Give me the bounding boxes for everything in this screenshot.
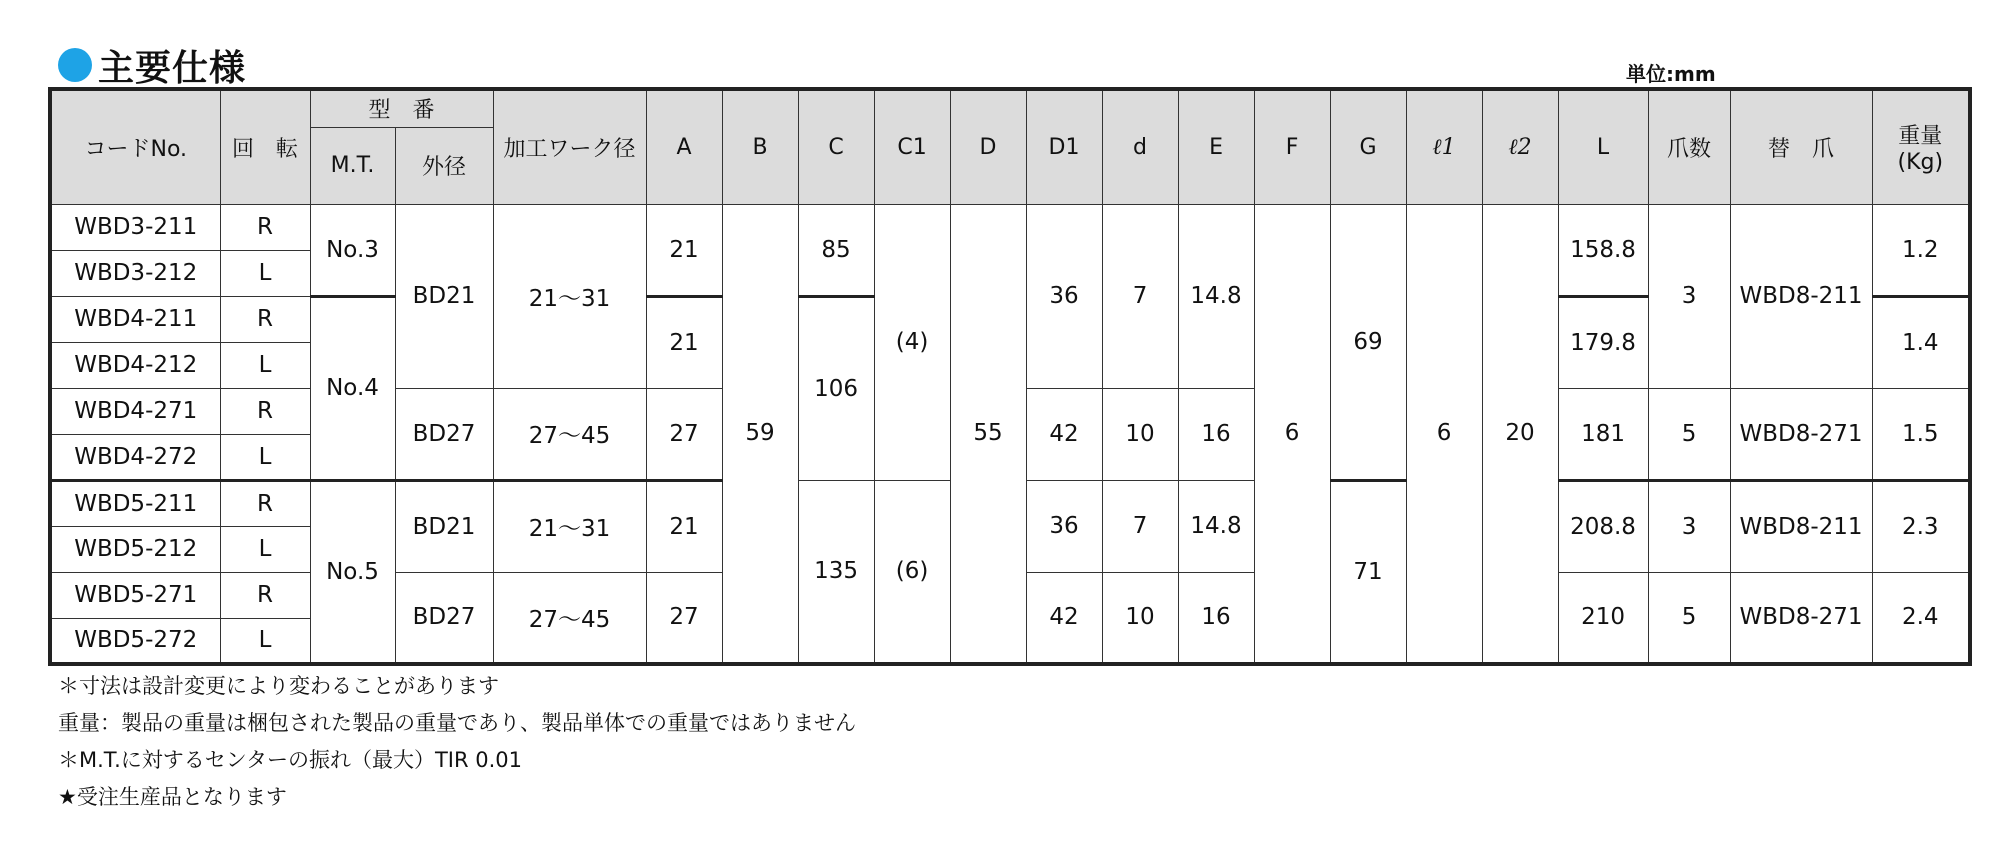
code-cell: WBD4-272: [50, 434, 220, 480]
A-cell: 21: [646, 204, 722, 296]
E-cell: 14.8: [1178, 204, 1254, 388]
L-cell: 208.8: [1558, 480, 1648, 572]
header-weight: [1872, 89, 1970, 204]
replace-cell: WBD8-271: [1730, 572, 1872, 664]
d-cell: 10: [1102, 572, 1178, 664]
rotation-cell: L: [220, 434, 310, 480]
code-cell: WBD5-272: [50, 618, 220, 664]
rotation-cell: L: [220, 250, 310, 296]
outer-cell: BD27: [395, 572, 493, 664]
C-cell: 135: [798, 480, 874, 664]
bullet-dot-icon: [58, 48, 92, 82]
header-A: A: [646, 89, 722, 204]
note-runout: ＊M.T.に対するセンターの振れ（最大）TIR 0.01: [58, 748, 523, 772]
B-cell: 59: [722, 204, 798, 664]
header-d: d: [1102, 89, 1178, 204]
A-cell: 27: [646, 388, 722, 480]
G-cell: 71: [1330, 480, 1406, 664]
header-C: C: [798, 89, 874, 204]
note-weight: 重量：製品の重量は梱包された製品の重量であり、製品単体での重量ではありません: [58, 711, 856, 735]
header-work-dia: 加工ワーク径: [493, 89, 646, 204]
C1-cell: (6): [874, 480, 950, 664]
header-outer: 外径: [395, 127, 493, 204]
header-F: F: [1254, 89, 1330, 204]
l2-cell: 20: [1482, 204, 1558, 664]
rotation-cell: L: [220, 618, 310, 664]
weight-cell: 2.4: [1872, 572, 1970, 664]
header-weight-line2: (Kg): [1897, 150, 1944, 176]
replace-cell: WBD8-211: [1730, 204, 1872, 388]
E-cell: 14.8: [1178, 480, 1254, 572]
rotation-cell: R: [220, 480, 310, 526]
rotation-cell: R: [220, 296, 310, 342]
header-code: コードNo.: [50, 89, 220, 204]
l1-cell: 6: [1406, 204, 1482, 664]
code-cell: WBD5-211: [50, 480, 220, 526]
header-model-group: 型 番: [310, 89, 493, 127]
claws-cell: 3: [1648, 480, 1730, 572]
work-dia-cell: 27～45: [493, 572, 646, 664]
table-row: [50, 204, 1970, 250]
work-dia-cell: 21～31: [493, 480, 646, 572]
C-cell: 106: [798, 296, 874, 480]
L-cell: 210: [1558, 572, 1648, 664]
mt-cell: No.5: [310, 480, 395, 664]
outer-cell: BD21: [395, 204, 493, 388]
code-cell: WBD4-211: [50, 296, 220, 342]
A-cell: 21: [646, 480, 722, 572]
F-cell: 6: [1254, 204, 1330, 664]
A-cell: 21: [646, 296, 722, 388]
weight-cell: 1.2: [1872, 204, 1970, 296]
claws-cell: 3: [1648, 204, 1730, 388]
L-cell: 179.8: [1558, 296, 1648, 388]
header-rotation: 回 転: [220, 89, 310, 204]
header-E: E: [1178, 89, 1254, 204]
rotation-cell: R: [220, 388, 310, 434]
claws-cell: 5: [1648, 572, 1730, 664]
G-cell: 69: [1330, 204, 1406, 480]
E-cell: 16: [1178, 388, 1254, 480]
header-mt: M.T.: [310, 127, 395, 204]
replace-cell: WBD8-211: [1730, 480, 1872, 572]
note-design-change: ＊寸法は設計変更により変わることがあります: [58, 674, 499, 698]
replace-cell: WBD8-271: [1730, 388, 1872, 480]
rotation-cell: L: [220, 342, 310, 388]
d-cell: 7: [1102, 204, 1178, 388]
header-replace: 替 爪: [1730, 89, 1872, 204]
C-cell: 85: [798, 204, 874, 296]
d-cell: 7: [1102, 480, 1178, 572]
L-cell: 158.8: [1558, 204, 1648, 296]
D-cell: 55: [950, 204, 1026, 664]
unit-label: 単位:mm: [1626, 62, 1716, 86]
section-title-text: 主要仕様: [98, 47, 247, 89]
outer-cell: BD27: [395, 388, 493, 480]
code-cell: WBD3-211: [50, 204, 220, 250]
header-L: L: [1558, 89, 1648, 204]
A-cell: 27: [646, 572, 722, 664]
D1-cell: 36: [1026, 480, 1102, 572]
rotation-cell: R: [220, 572, 310, 618]
code-cell: WBD5-212: [50, 526, 220, 572]
L-cell: 181: [1558, 388, 1648, 480]
header-D: D: [950, 89, 1026, 204]
weight-cell: 1.5: [1872, 388, 1970, 480]
code-cell: WBD3-212: [50, 250, 220, 296]
header-B: B: [722, 89, 798, 204]
section-title: [58, 40, 246, 90]
claws-cell: 5: [1648, 388, 1730, 480]
outer-cell: BD21: [395, 480, 493, 572]
note-build-to-order: ★受注生産品となります: [58, 785, 287, 809]
D1-cell: 42: [1026, 388, 1102, 480]
header-weight-line1: 重量: [1898, 124, 1943, 150]
header-claws: 爪数: [1648, 89, 1730, 204]
weight-cell: 1.4: [1872, 296, 1970, 388]
d-cell: 10: [1102, 388, 1178, 480]
D1-cell: 36: [1026, 204, 1102, 388]
rotation-cell: R: [220, 204, 310, 250]
notes-block: [58, 668, 856, 816]
rotation-cell: L: [220, 526, 310, 572]
header-l1: ℓ1: [1406, 89, 1482, 204]
weight-cell: 2.3: [1872, 480, 1970, 572]
header-D1: D1: [1026, 89, 1102, 204]
code-cell: WBD5-271: [50, 572, 220, 618]
header-l2: ℓ2: [1482, 89, 1558, 204]
header-G: G: [1330, 89, 1406, 204]
C1-cell: (4): [874, 204, 950, 480]
D1-cell: 42: [1026, 572, 1102, 664]
code-cell: WBD4-271: [50, 388, 220, 434]
code-cell: WBD4-212: [50, 342, 220, 388]
E-cell: 16: [1178, 572, 1254, 664]
spec-table: [48, 87, 1972, 666]
mt-cell: No.3: [310, 204, 395, 296]
mt-cell: No.4: [310, 296, 395, 480]
work-dia-cell: 21～31: [493, 204, 646, 388]
work-dia-cell: 27～45: [493, 388, 646, 480]
header-C1: C1: [874, 89, 950, 204]
